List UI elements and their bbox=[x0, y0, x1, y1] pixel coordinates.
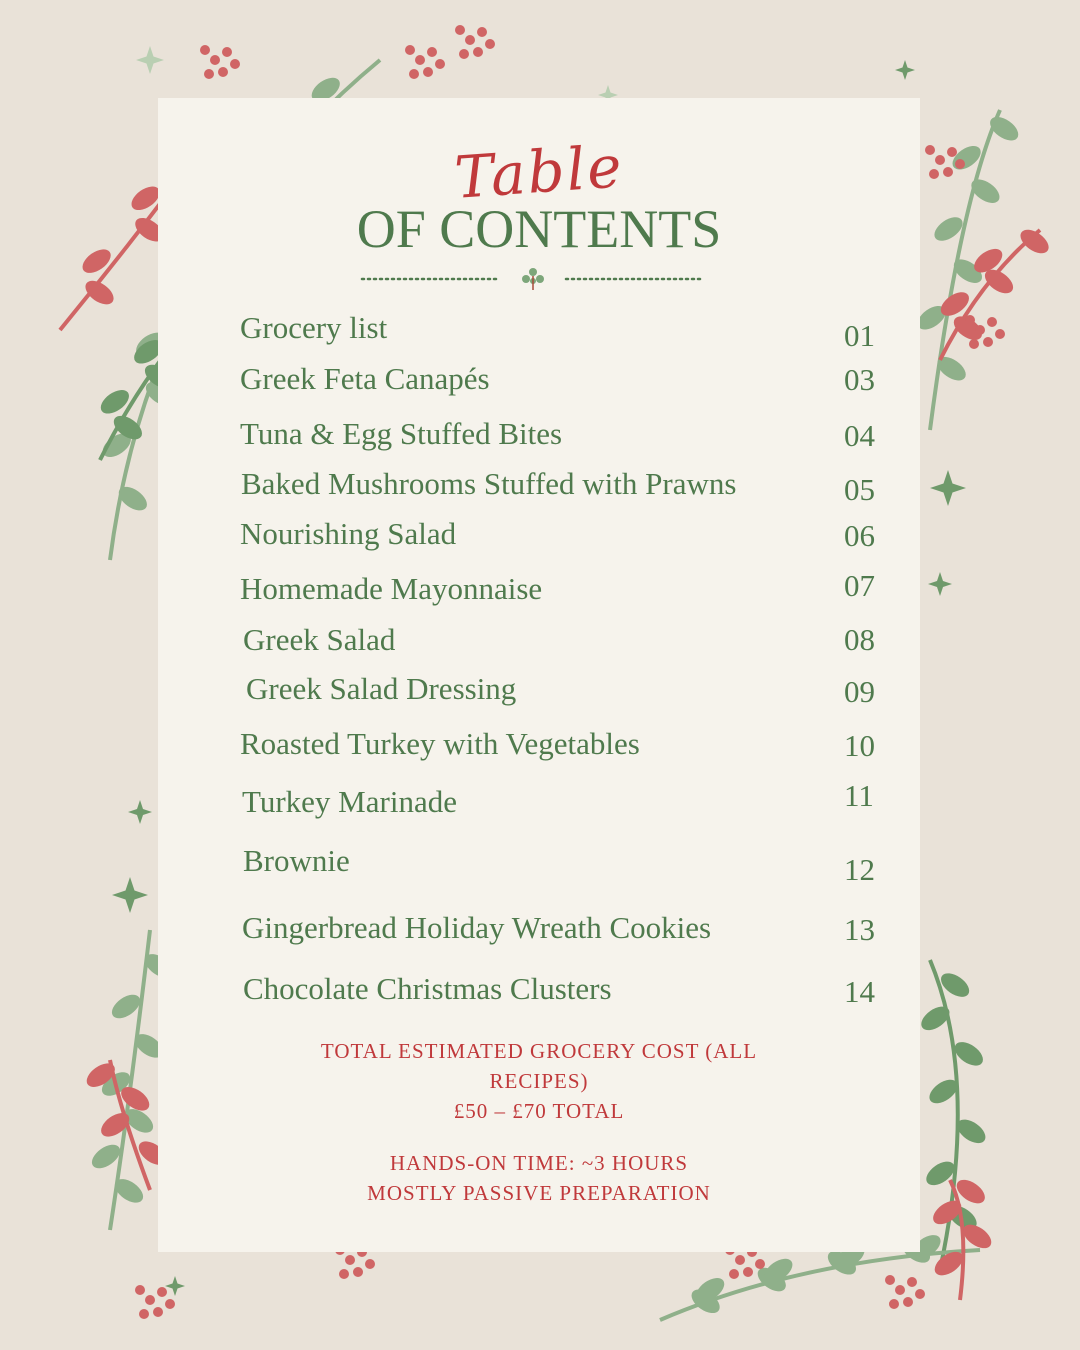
berry bbox=[975, 325, 985, 335]
berry bbox=[955, 159, 965, 169]
toc-entry-label[interactable]: Chocolate Christmas Clusters bbox=[243, 971, 612, 1006]
berry bbox=[165, 1299, 175, 1309]
berry bbox=[929, 169, 939, 179]
toc-entry-label[interactable]: Tuna & Egg Stuffed Bites bbox=[240, 416, 563, 451]
berry bbox=[907, 1277, 917, 1287]
berry bbox=[485, 39, 495, 49]
berry bbox=[427, 47, 437, 57]
grocery-cost-note bbox=[158, 1036, 920, 1126]
berry bbox=[210, 55, 220, 65]
berry bbox=[915, 1289, 925, 1299]
berry bbox=[969, 339, 979, 349]
berry bbox=[455, 25, 465, 35]
berry bbox=[465, 35, 475, 45]
berry bbox=[157, 1287, 167, 1297]
toc-entry-page: 14 bbox=[844, 974, 875, 1009]
toc-entry-label[interactable]: Grocery list bbox=[240, 310, 388, 345]
star-sparkle-icon bbox=[930, 470, 966, 506]
toc-entry-label[interactable]: Turkey Marinade bbox=[242, 784, 457, 819]
toc-entry-page: 03 bbox=[844, 362, 875, 397]
berry bbox=[353, 1267, 363, 1277]
title-script: Table bbox=[452, 132, 626, 212]
toc-entry-label[interactable]: Gingerbread Holiday Wreath Cookies bbox=[242, 910, 712, 945]
time-line-2: MOSTLY PASSIVE PREPARATION bbox=[367, 1181, 711, 1205]
berry bbox=[943, 167, 953, 177]
toc-entry-page: 13 bbox=[844, 912, 875, 947]
star-sparkle-icon bbox=[165, 1276, 185, 1296]
berry bbox=[729, 1269, 739, 1279]
berry bbox=[743, 1267, 753, 1277]
toc-entry-label[interactable]: Brownie bbox=[243, 843, 350, 878]
berry bbox=[435, 59, 445, 69]
star-sparkle-icon bbox=[136, 46, 164, 74]
toc-entry-page: 11 bbox=[844, 778, 874, 813]
star-sparkle-icon bbox=[112, 877, 148, 913]
time-note bbox=[158, 1148, 920, 1208]
star-sparkle-icon bbox=[895, 60, 915, 80]
toc-entry-label[interactable]: Roasted Turkey with Vegetables bbox=[240, 726, 640, 761]
berry bbox=[903, 1297, 913, 1307]
berry bbox=[947, 147, 957, 157]
cost-line-3: £50 – £70 TOTAL bbox=[453, 1099, 625, 1123]
toc-entry-label[interactable]: Greek Salad bbox=[243, 622, 396, 657]
page-title: OF CONTENTS bbox=[356, 199, 722, 259]
toc-entry-label[interactable]: Nourishing Salad bbox=[240, 516, 457, 551]
berry bbox=[935, 155, 945, 165]
toc-entry-page: 12 bbox=[844, 852, 875, 887]
cost-line-1: TOTAL ESTIMATED GROCERY COST (ALL bbox=[320, 1039, 758, 1063]
berry bbox=[423, 67, 433, 77]
berry bbox=[755, 1259, 765, 1269]
berry bbox=[135, 1285, 145, 1295]
berry bbox=[230, 59, 240, 69]
toc-entry-page: 06 bbox=[844, 518, 875, 553]
berry bbox=[983, 337, 993, 347]
cost-line-2: RECIPES) bbox=[489, 1069, 589, 1093]
berry bbox=[204, 69, 214, 79]
berry bbox=[987, 317, 997, 327]
berry bbox=[345, 1255, 355, 1265]
star-sparkle-icon bbox=[928, 572, 952, 596]
berry bbox=[473, 47, 483, 57]
toc-entry-page: 09 bbox=[844, 674, 875, 709]
toc-entry-page: 05 bbox=[844, 472, 875, 507]
berry bbox=[139, 1309, 149, 1319]
berry bbox=[405, 45, 415, 55]
berry bbox=[218, 67, 228, 77]
berry bbox=[415, 55, 425, 65]
title-divider bbox=[358, 264, 708, 294]
berry bbox=[365, 1259, 375, 1269]
leaf bbox=[78, 245, 115, 278]
toc-entry-page: 04 bbox=[844, 418, 875, 453]
leaf bbox=[1016, 225, 1053, 258]
time-line-1: HANDS-ON TIME: ~3 HOURS bbox=[389, 1151, 689, 1175]
berry bbox=[895, 1285, 905, 1295]
toc-entry-page: 10 bbox=[844, 728, 875, 763]
toc-entry-label[interactable]: Baked Mushrooms Stuffed with Prawns bbox=[241, 466, 737, 501]
berry bbox=[339, 1269, 349, 1279]
berry bbox=[222, 47, 232, 57]
toc-entry-page: 07 bbox=[844, 568, 875, 603]
berry bbox=[965, 315, 975, 325]
berry bbox=[459, 49, 469, 59]
star-sparkle-icon bbox=[128, 800, 152, 824]
berry bbox=[409, 69, 419, 79]
berry bbox=[735, 1255, 745, 1265]
berry bbox=[200, 45, 210, 55]
toc-entry-label[interactable]: Homemade Mayonnaise bbox=[240, 571, 543, 606]
berry bbox=[995, 329, 1005, 339]
christmas-tree-icon bbox=[522, 268, 544, 290]
contents-card bbox=[158, 98, 920, 1252]
toc-entry-label[interactable]: Greek Feta Canapés bbox=[240, 361, 490, 396]
toc-entry-page: 01 bbox=[844, 318, 875, 353]
berry bbox=[885, 1275, 895, 1285]
berry bbox=[477, 27, 487, 37]
toc-entry-label[interactable]: Greek Salad Dressing bbox=[246, 671, 517, 706]
berry bbox=[145, 1295, 155, 1305]
toc-entry-page: 08 bbox=[844, 622, 875, 657]
berry bbox=[889, 1299, 899, 1309]
berry bbox=[925, 145, 935, 155]
berry bbox=[153, 1307, 163, 1317]
